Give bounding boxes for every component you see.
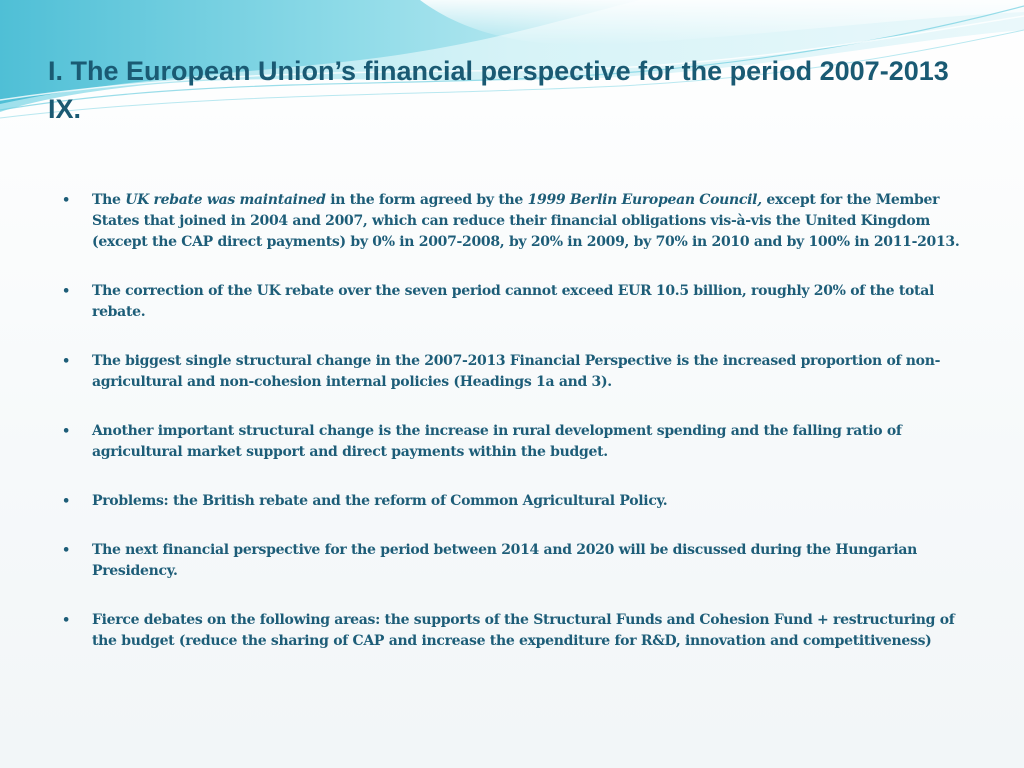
bullet-text-italic: UK rebate was maintained: [125, 192, 326, 208]
bullet-text: The correction of the UK rebate over the seven period cannot exceed EUR 10.5 billion, roughly 20% of the total rebate.: [92, 283, 934, 320]
bullet-text: Another important structural change is the increase in rural development spending and the falling ratio of agricultural market support and direct payments within the budget.: [92, 423, 902, 460]
bullet-text: Problems: the British rebate and the reform of Common Agricultural Policy.: [92, 493, 668, 509]
bullet-icon: •: [62, 354, 71, 369]
bullet-icon: •: [62, 193, 71, 208]
bullet-text: Fierce debates on the following areas: the supports of the Structural Funds and Cohesion Fund + restructuring of the budget (reduce the sharing of CAP and increase the expenditure for R&D, innovation and competitiveness): [92, 612, 955, 649]
bullet-icon: •: [62, 424, 71, 439]
bullet-text-italic: 1999 Berlin European Council,: [527, 192, 762, 208]
bullet-item-7: [62, 610, 962, 652]
bullet-item-2: [62, 281, 962, 323]
bullet-text: The next financial perspective for the period between 2014 and 2020 will be discussed during the Hungarian Presidency.: [92, 542, 918, 579]
bullet-text-part: The: [92, 192, 126, 208]
bullet-icon: •: [62, 613, 71, 628]
bullet-item-1: [62, 190, 962, 253]
bullet-list: [62, 190, 962, 680]
bullet-icon: •: [62, 284, 71, 299]
bullet-item-4: [62, 421, 962, 463]
bullet-icon: •: [62, 494, 71, 509]
bullet-text-part: except for the Member States that joined in 2004 and 2007, which can reduce their financial obligations vis-à-vis the United Kingdom (except the CAP direct payments) by 0% in 2007-2008, by 20% in 2009, by 70% in 2010 and by 100% in 2011-2013.: [92, 192, 960, 250]
bullet-item-5: [62, 491, 962, 512]
bullet-text: The biggest single structural change in the 2007-2013 Financial Perspective is the increased proportion of non-agricultural and non-cohesion internal policies (Headings 1a and 3).: [92, 353, 941, 390]
bullet-text-part: in the form agreed by the: [325, 192, 528, 208]
slide-title: I. The European Union’s financial perspective for the period 2007-2013 IX.: [48, 56, 949, 124]
bullet-item-3: [62, 351, 962, 393]
bullet-icon: •: [62, 543, 71, 558]
bullet-item-6: [62, 540, 962, 582]
